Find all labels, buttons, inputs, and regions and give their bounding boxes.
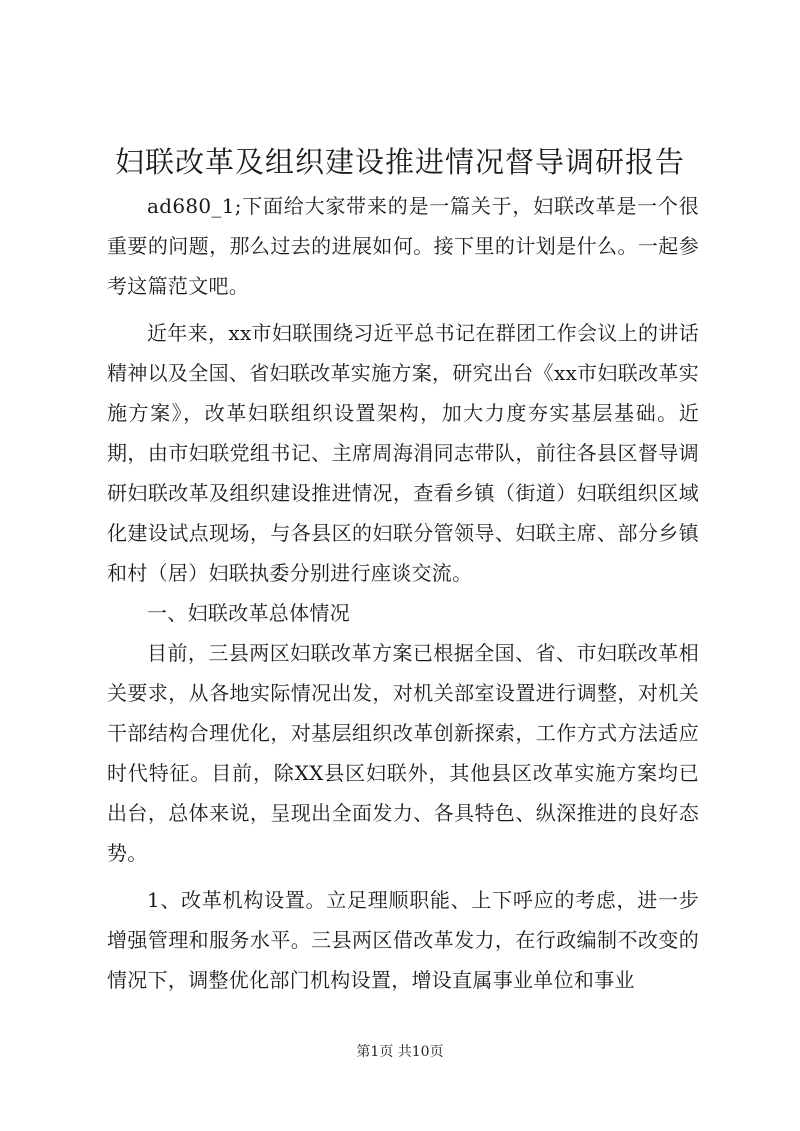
intro-paragraph: ad680_1;下面给大家带来的是一篇关于，妇联改革是一个很重要的问题，那么过去的进展如何。接下里的计划是什么。一起参考这篇范文吧。 (107, 194, 699, 298)
background-paragraph: 近年来，xx市妇联围绕习近平总书记在群团工作会议上的讲话精神以及全国、省妇联改革实施方案，研究出台《xx市妇联改革实施方案》，改革妇联组织设置架构，加大力度夯实基层基础。近期，由市妇联党组书记、主席周海涓同志带队，前往各县区督导调研妇联改革及组织建设推进情况，查看乡镇（街道）妇联组织区域化建设试点现场，与各县区的妇联分管领导、妇联主席、部分乡镇和村（居）妇联执委分别进行座谈交流。 (107, 321, 699, 585)
section-heading: 一、妇联改革总体情况 (147, 601, 350, 625)
document-title: 妇联改革及组织建设推进情况督导调研报告 (114, 145, 685, 179)
page-number-footer: 第1页 共10页 (356, 1044, 444, 1060)
document-body (107, 186, 699, 1000)
reform-structure-paragraph: 1、改革机构设置。立足理顺职能、上下呼应的考虑，进一步增强管理和服务水平。三县两区借改革发力，在行政编制不改变的情况下，调整优化部门机构设置，增设直属事业单位和事业 (107, 888, 699, 992)
overview-paragraph: 目前，三县两区妇联改革方案已根据全国、省、市妇联改革相关要求，从各地实际情况出发，对机关部室设置进行调整，对机关干部结构合理优化，对基层组织改革创新探索，工作方式方法适应时代特征。目前，除XX县区妇联外，其他县区改革实施方案均已出台，总体来说，呈现出全面发力、各具特色、纵深推进的良好态势。 (107, 641, 699, 865)
